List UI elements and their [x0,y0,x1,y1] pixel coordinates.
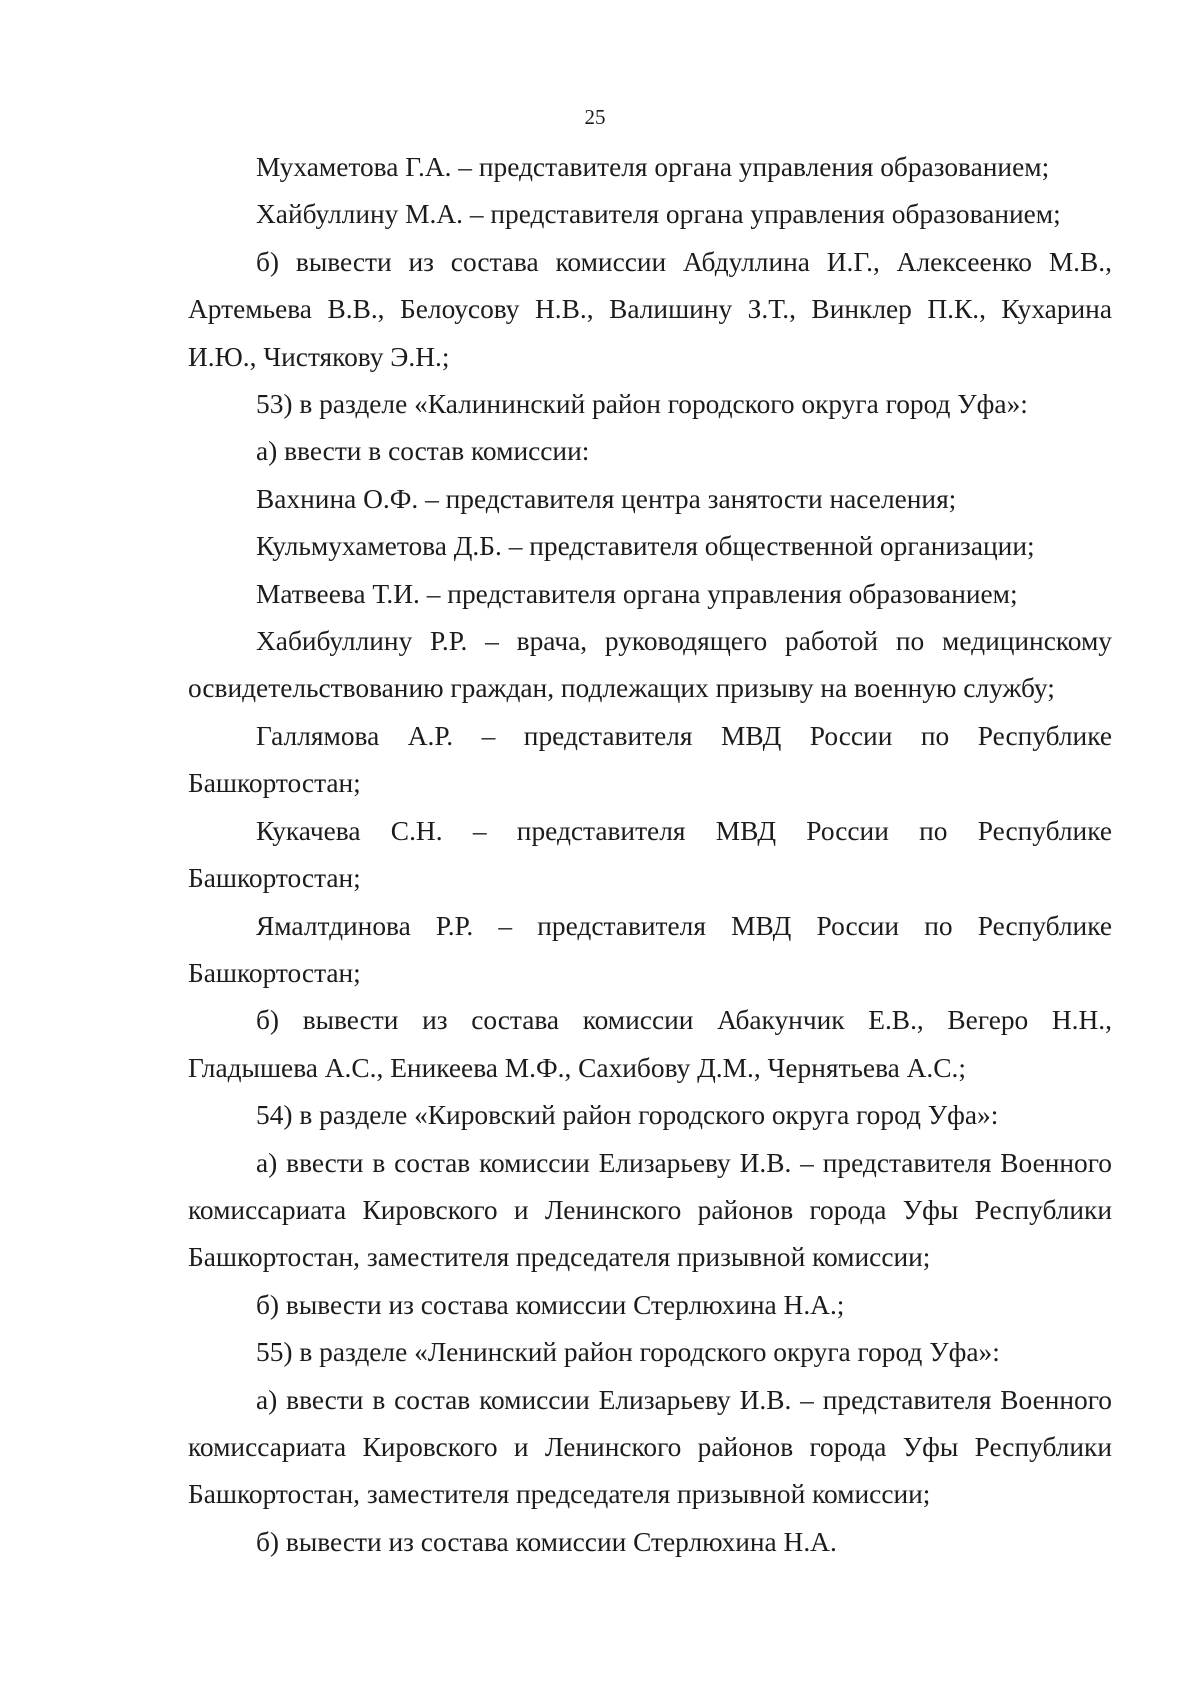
paragraph-remove-member-55: б) вывести из состава комиссии Стерлюхина Н.А. [256,1526,837,1557]
paragraph-matveev: Матвеева Т.И. – представителя органа управления образованием; [256,578,1018,609]
paragraph-section-55-heading: 55) в разделе «Ленинский район городского округа город Уфа»: [256,1337,1000,1368]
paragraph-section-53-heading: 53) в разделе «Калининский район городского округа город Уфа»: [256,389,1028,420]
paragraph-khaybullina: Хайбуллину М.А. – представителя органа управления образованием; [256,199,1061,230]
paragraph-yamaltdinov: Ямалтдинова Р.Р. – представителя МВД России по Республике Башкортостан; [188,910,1112,988]
paragraph-kukachev: Кукачева С.Н. – представителя МВД России по Республике Башкортостан; [188,815,1112,894]
paragraph-vakhnin: Вахнина О.Ф. – представителя центра занятости населения; [256,483,957,514]
paragraph-remove-member-54: б) вывести из состава комиссии Стерлюхина Н.А.; [256,1289,845,1320]
paragraph-add-members-53: а) ввести в состав комиссии: [256,436,590,467]
paragraph-kulmukhametov: Кульмухаметова Д.Б. – представителя общественной организации; [256,531,1035,562]
paragraph-khabibullina: Хабибуллину Р.Р. – врача, руководящего работой по медицинскому освидетельствованию граждан, подлежащих призыву на военную службу; [188,626,1112,704]
page-number: 25 [584,105,606,129]
paragraph-add-member-55: а) ввести в состав комиссии Елизарьеву И.В. – представителя Военного комиссариата Кировского и Ленинского районов города Уфы Республики Башкортостан, заместителя председателя призывной комиссии; [188,1384,1112,1510]
paragraph-gallyamov: Галлямова А.Р. – представителя МВД России по Республике Башкортостан; [188,720,1112,799]
document-body [188,144,1112,1566]
paragraph-section-54-heading: 54) в разделе «Кировский район городского округа город Уфа»: [256,1100,999,1131]
paragraph-mukhametova: Мухаметова Г.А. – представителя органа управления образованием; [256,152,1050,182]
paragraph-remove-members-52: б) вывести из состава комиссии Абдуллина И.Г., Алексеенко М.В., Артемьева В.В., Белоусову Н.В., Валишину З.Т., Винклер П.К., Кухарина И.Ю., Чистякову Э.Н.; [188,246,1112,372]
paragraph-add-member-54: а) ввести в состав комиссии Елизарьеву И.В. – представителя Военного комиссариата Кировского и Ленинского районов города Уфы Республики Башкортостан, заместителя председателя призывной комиссии; [188,1147,1112,1273]
paragraph-remove-members-53: б) вывести из состава комиссии Абакунчик Е.В., Вегеро Н.Н., Гладышева А.С., Еникеева М.Ф., Сахибову Д.М., Чернятьева А.С.; [188,1005,1112,1083]
